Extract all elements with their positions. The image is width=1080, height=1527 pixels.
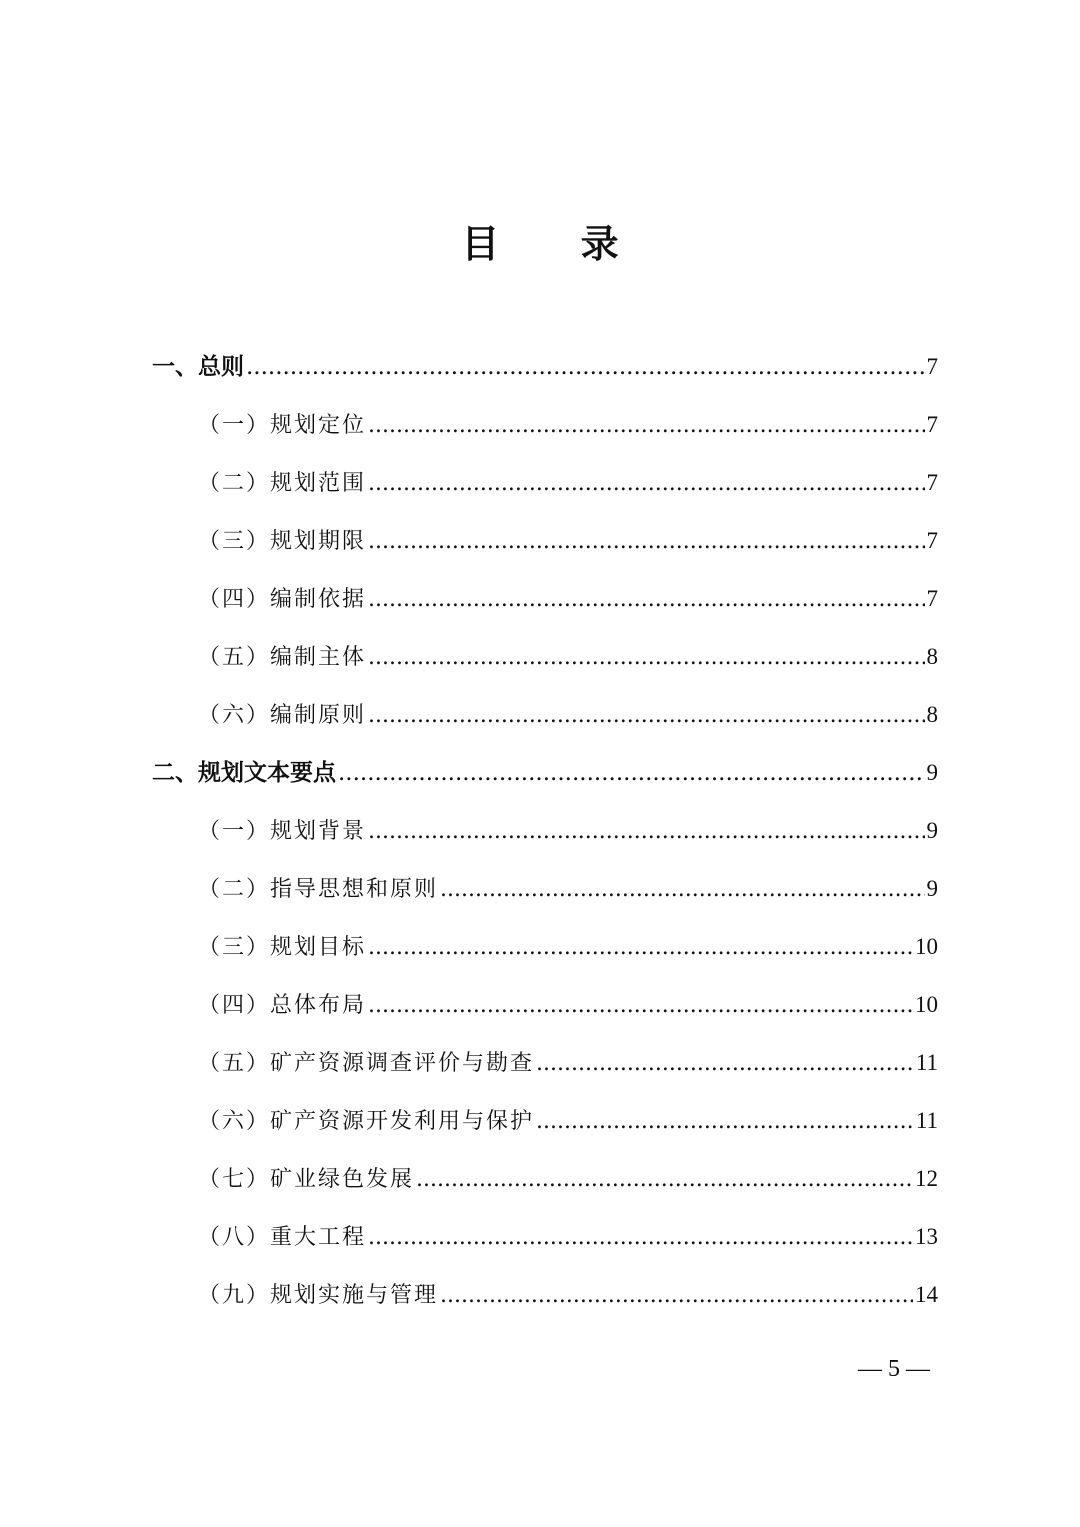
toc-entry-page: 9 xyxy=(926,760,938,785)
toc-entry xyxy=(152,976,938,1034)
toc-leader-dots xyxy=(368,571,924,629)
toc-entry-label: （五）矿产资源调查评价与勘查 xyxy=(198,1051,535,1076)
toc-entry-label: （七）矿业绿色发展 xyxy=(198,1167,415,1192)
toc-entry-label: （二）规划范围 xyxy=(198,471,367,496)
table-of-contents xyxy=(152,338,938,1324)
toc-entry xyxy=(152,860,938,918)
toc-entry-page: 11 xyxy=(915,1108,938,1133)
toc-leader-dots xyxy=(246,338,925,396)
toc-section-general xyxy=(152,338,938,396)
toc-entry xyxy=(152,1208,938,1266)
toc-entry xyxy=(152,628,938,686)
toc-entry-label: （三）规划目标 xyxy=(198,935,367,960)
toc-entry xyxy=(152,1092,938,1150)
toc-section-plan-text xyxy=(152,744,938,802)
toc-leader-dots xyxy=(440,861,924,919)
toc-entry xyxy=(152,1034,938,1092)
toc-leader-dots xyxy=(368,687,924,745)
toc-entry-page: 7 xyxy=(926,354,938,379)
toc-entry xyxy=(152,918,938,976)
toc-leader-dots xyxy=(536,1093,914,1151)
toc-entry-page: 7 xyxy=(926,412,938,437)
toc-leader-dots xyxy=(368,803,924,861)
toc-entry-label: （六）矿产资源开发利用与保护 xyxy=(198,1109,535,1134)
toc-entry-page: 12 xyxy=(915,1166,938,1191)
toc-entry-page: 9 xyxy=(926,876,938,901)
toc-leader-dots xyxy=(368,919,913,977)
toc-entry xyxy=(152,512,938,570)
toc-entry-label: （四）编制依据 xyxy=(198,587,367,612)
toc-leader-dots xyxy=(368,513,924,571)
toc-entry-page: 10 xyxy=(915,992,938,1017)
toc-entry-page: 14 xyxy=(915,1282,938,1307)
toc-leader-dots xyxy=(368,1209,913,1267)
toc-entry-page: 11 xyxy=(915,1050,938,1075)
toc-entry-page: 7 xyxy=(926,528,938,553)
toc-entry-page: 8 xyxy=(926,702,938,727)
toc-entry-page: 9 xyxy=(926,818,938,843)
toc-leader-dots xyxy=(416,1151,913,1209)
toc-entry xyxy=(152,1266,938,1324)
toc-entry-label: （六）编制原则 xyxy=(198,703,367,728)
toc-leader-dots xyxy=(368,397,924,455)
toc-entry-label: 一、总则 xyxy=(152,353,244,380)
toc-leader-dots xyxy=(338,744,925,802)
toc-leader-dots xyxy=(440,1267,913,1325)
toc-leader-dots xyxy=(536,1035,914,1093)
toc-leader-dots xyxy=(368,455,924,513)
toc-entry-page: 10 xyxy=(915,934,938,959)
toc-entry-label: 二、规划文本要点 xyxy=(152,759,336,786)
toc-entry-label: （四）总体布局 xyxy=(198,993,367,1018)
toc-entry-page: 13 xyxy=(915,1224,938,1249)
toc-entry xyxy=(152,802,938,860)
toc-entry-label: （八）重大工程 xyxy=(198,1225,367,1250)
toc-entry xyxy=(152,686,938,744)
toc-entry-label: （一）规划背景 xyxy=(198,819,367,844)
toc-entry-label: （二）指导思想和原则 xyxy=(198,877,439,902)
document-title: 目 录 xyxy=(461,221,653,266)
toc-entry xyxy=(152,570,938,628)
toc-entry xyxy=(152,1150,938,1208)
toc-leader-dots xyxy=(368,977,913,1035)
toc-entry-label: （九）规划实施与管理 xyxy=(198,1283,439,1308)
toc-entry-label: （一）规划定位 xyxy=(198,413,367,438)
toc-leader-dots xyxy=(368,629,924,687)
toc-entry-page: 7 xyxy=(926,470,938,495)
toc-entry-label: （三）规划期限 xyxy=(198,529,367,554)
toc-entry-page: 7 xyxy=(926,586,938,611)
toc-entry xyxy=(152,454,938,512)
page-number: — 5 — xyxy=(858,1356,930,1382)
toc-entry xyxy=(152,396,938,454)
toc-entry-label: （五）编制主体 xyxy=(198,645,367,670)
toc-entry-page: 8 xyxy=(926,644,938,669)
